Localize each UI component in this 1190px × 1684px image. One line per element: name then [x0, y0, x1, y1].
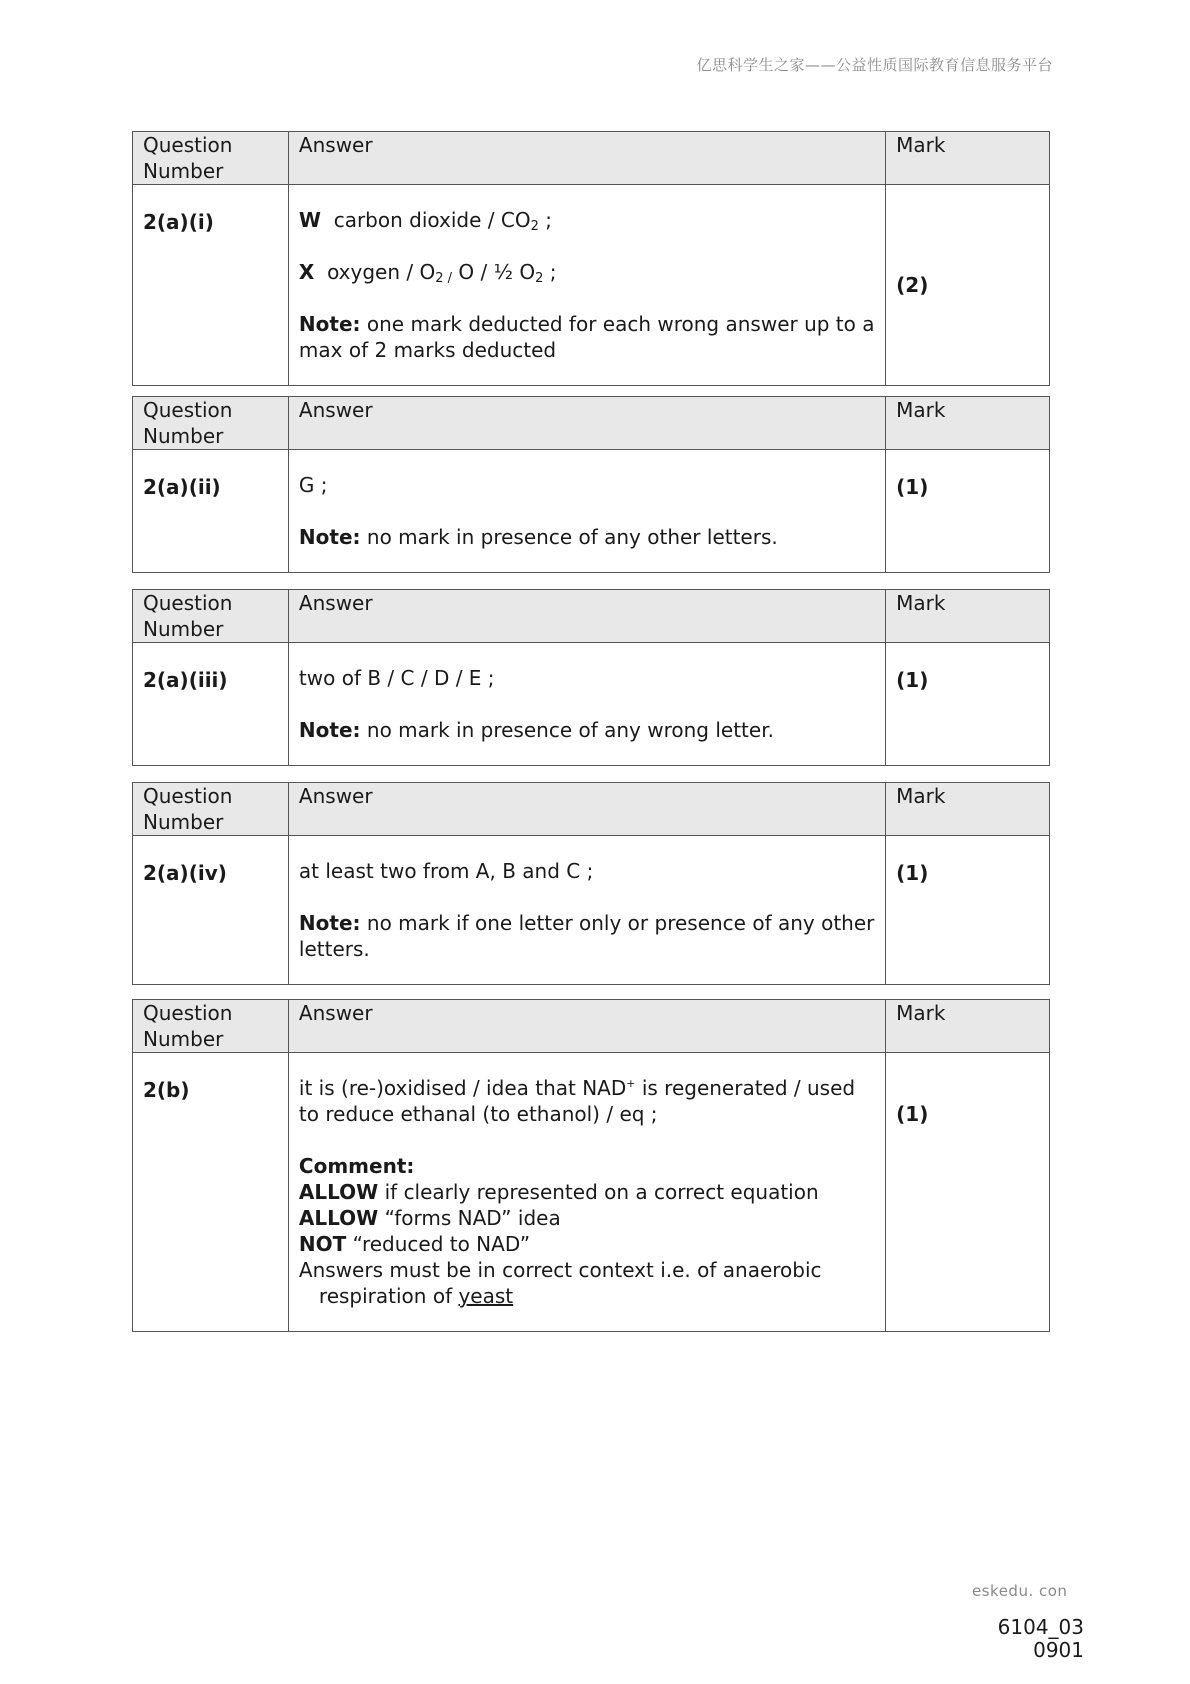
answer-cell: it is (re-)oxidised / idea that NAD+ is regenerated / used to reduce ethanal (to ethanol) / eq ; Comment: ALLOW if clearly represented on a correct equation ALLOW “forms NAD” idea NOT “reduced to NAD” Answers must be in correct context i.e. of anaerobic respiration of yeast: [288, 1053, 885, 1332]
table-row: [133, 185, 1050, 386]
mark-scheme-table-2a-iv: [132, 782, 1050, 985]
question-number: 2(a)(iv): [133, 836, 289, 985]
mark-header: Mark: [886, 783, 1050, 836]
answer-header: Answer: [288, 783, 885, 836]
question-number: 2(a)(ii): [133, 450, 289, 573]
answer-header: Answer: [288, 590, 885, 643]
table-header-row: [133, 783, 1050, 836]
mark-header: Mark: [886, 1000, 1050, 1053]
table-row: [133, 450, 1050, 573]
answer-cell: at least two from A, B and C ; Note: no mark if one letter only or presence of any other letters.: [288, 836, 885, 985]
mark-cell: (1): [886, 643, 1050, 766]
question-number-header: Question Number: [133, 783, 289, 836]
question-number: 2(a)(iii): [133, 643, 289, 766]
mark-scheme-table-2a-iii: [132, 589, 1050, 766]
table-row: [133, 643, 1050, 766]
table-row: [133, 1053, 1050, 1332]
question-number: 2(b): [133, 1053, 289, 1332]
question-number: 2(a)(i): [133, 185, 289, 386]
answer-header: Answer: [288, 1000, 885, 1053]
footer-paper-code: 6104_03 0901: [997, 1615, 1084, 1662]
mark-cell: (1): [886, 1053, 1050, 1332]
mark-header: Mark: [886, 397, 1050, 450]
mark-cell: (2): [886, 185, 1050, 386]
answer-header: Answer: [288, 132, 885, 185]
answer-header: Answer: [288, 397, 885, 450]
table-row: [133, 836, 1050, 985]
table-header-row: [133, 132, 1050, 185]
mark-scheme-table-2b: [132, 999, 1050, 1332]
mark-scheme-table-2a-i: [132, 131, 1050, 386]
mark-header: Mark: [886, 590, 1050, 643]
question-number-header: Question Number: [133, 590, 289, 643]
answer-cell: G ; Note: no mark in presence of any other letters.: [288, 450, 885, 573]
page-header-text: 亿思科学生之家——公益性质国际教育信息服务平台: [696, 56, 1053, 74]
question-number-header: Question Number: [133, 132, 289, 185]
mark-scheme-table-2a-ii: [132, 396, 1050, 573]
footer-site-text: eskedu. con: [972, 1582, 1068, 1600]
table-header-row: [133, 1000, 1050, 1053]
mark-cell: (1): [886, 836, 1050, 985]
question-number-header: Question Number: [133, 1000, 289, 1053]
table-header-row: [133, 590, 1050, 643]
mark-cell: (1): [886, 450, 1050, 573]
question-number-header: Question Number: [133, 397, 289, 450]
table-header-row: [133, 397, 1050, 450]
answer-cell: two of B / C / D / E ; Note: no mark in presence of any wrong letter.: [288, 643, 885, 766]
answer-cell: W carbon dioxide / $CO_2$ ; X oxygen / $O_{2 /}$ O / ½ $O_2$ ; Note: one mark deducted for each wrong answer up to a max of 2 marks deducted: [288, 185, 885, 386]
mark-header: Mark: [886, 132, 1050, 185]
